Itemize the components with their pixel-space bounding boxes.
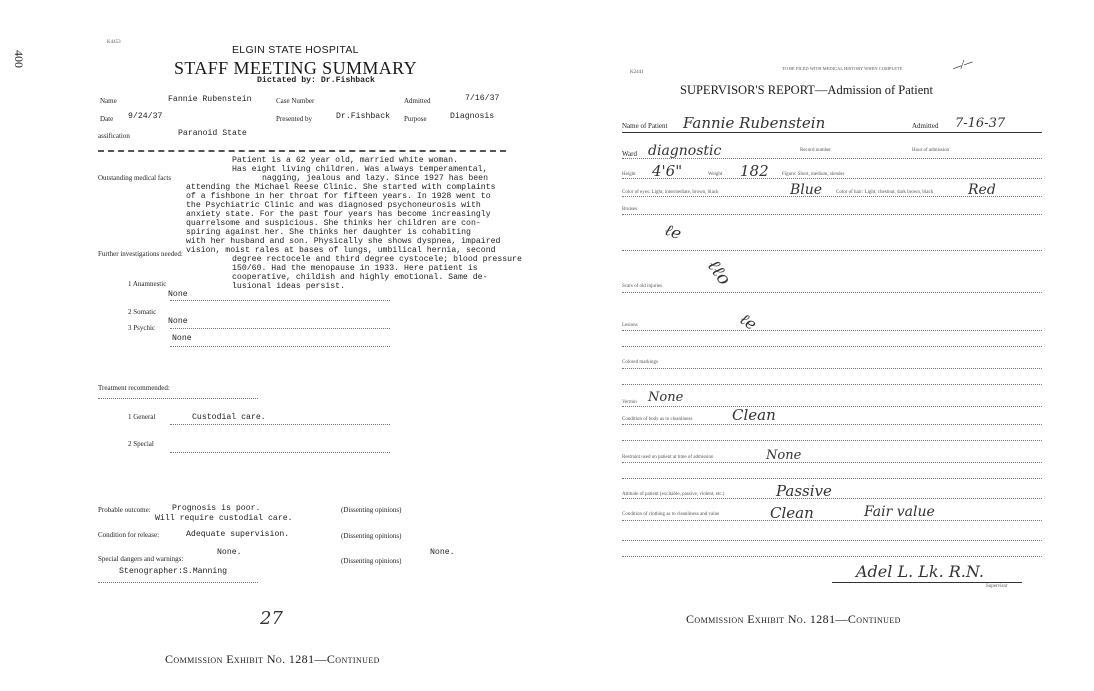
facts-line: Patient is a 62 year old, married white woman. <box>232 156 459 165</box>
form-rule <box>170 346 390 347</box>
facts-line: vision, moist rales at bases of lungs, umbilical hernia, second <box>186 246 496 255</box>
form-rule <box>170 424 390 425</box>
attitude-label: Attitude of patient (excitable, passive, violent, etc.) <box>622 492 725 497</box>
name-underline <box>622 132 1042 133</box>
anamnestic-label: 1 Anamnestic <box>128 280 167 288</box>
special-label: 2 Special <box>128 440 154 448</box>
dangers-label: Special dangers and warnings: <box>98 555 184 563</box>
page-number: 400 <box>12 50 26 68</box>
medical-facts-label: Outstanding medical facts <box>98 174 172 182</box>
form-rule <box>98 398 258 399</box>
psychic-label: 3 Psychic <box>128 324 156 332</box>
classification-label: assification <box>98 132 130 140</box>
facts-line: Has eight living children. Was always temperamental, <box>232 165 488 174</box>
anamnestic-value: None <box>168 290 188 299</box>
admitted-date: 7/16/37 <box>465 94 500 103</box>
presented-label: Presented by <box>276 115 312 123</box>
form-rule <box>622 214 1042 215</box>
form-code: K4453 <box>107 40 121 45</box>
handwritten-page-number: 27 <box>260 608 283 629</box>
purpose-value: Diagnosis <box>450 112 495 121</box>
release-value: Adequate supervision. <box>186 530 290 539</box>
treatment-label: Treatment recommended: <box>98 384 170 392</box>
eye-color-label: Color of eyes: Light, intermediate, brown, black <box>622 190 719 195</box>
clothing-value-handwritten: Fair value <box>864 504 935 520</box>
scars-label: Scars of old injuries <box>622 284 663 289</box>
scribble-mark: ℓe <box>662 219 685 244</box>
clothing-label: Condition of clothing as to cleanliness and value <box>622 512 720 517</box>
case-number-label: Case Number <box>276 97 315 105</box>
form-rule <box>622 556 1042 557</box>
exhibit-caption: Commission Exhibit No. 1281—Continued <box>165 652 380 666</box>
patient-name-label: Name of Patient <box>622 122 668 130</box>
document-title: STAFF MEETING SUMMARY <box>174 58 417 78</box>
eye-color-handwritten: Blue <box>790 182 823 198</box>
form-rule <box>622 440 1042 441</box>
dissent-none: None. <box>430 548 455 557</box>
form-rule <box>622 424 1042 425</box>
vermin-label: Vermin <box>622 400 637 405</box>
admitted-handwritten: 7-16-37 <box>955 116 1006 131</box>
presented-by: Dr.Fishback <box>336 112 391 121</box>
form-rule <box>622 478 1042 479</box>
report-title: SUPERVISOR'S REPORT—Admission of Patient <box>680 83 933 97</box>
further-investigations-label: Further investigations needed: <box>98 250 183 258</box>
stenographer: Stenographer:S.Manning <box>119 567 228 576</box>
form-rule <box>622 292 1042 293</box>
form-rule <box>622 158 1042 159</box>
form-rule <box>622 346 1042 347</box>
scribble-mark: ℓℓo <box>702 255 735 290</box>
hour-admission-label: Hour of admission <box>912 148 950 153</box>
somatic-label: 2 Somatic <box>128 308 157 316</box>
colored-markings-label: Colored markings <box>622 360 658 365</box>
dissenting-label: (Dissenting opinions) <box>341 557 402 565</box>
facts-line: lusional ideas persist. <box>232 282 346 291</box>
patient-name: Fannie Rubenstein <box>168 95 252 104</box>
form-rule <box>622 178 1042 179</box>
form-rule <box>622 540 1042 541</box>
date-label: Date <box>100 115 114 123</box>
facts-line: degree rectocele and third degree cystocele; blood pressure <box>232 255 522 264</box>
somatic-value: None <box>168 317 188 326</box>
form-rule <box>98 582 258 583</box>
record-number-label: Record number <box>800 148 831 153</box>
form-code: K2441 <box>630 70 644 75</box>
general-value: Custodial care. <box>192 413 266 422</box>
outcome-label: Probable outcome: <box>98 506 151 514</box>
figure-label: Figure: Short, medium, slender <box>782 172 845 177</box>
form-rule <box>622 250 1042 251</box>
attitude-handwritten: Passive <box>776 482 832 500</box>
restraint-label: Restraint used on patient at time of admission <box>622 455 714 460</box>
facts-line: nagging, jealous and lazy. Since 1927 has been <box>262 174 489 183</box>
bruises-label: Bruises <box>622 207 637 212</box>
filing-note: TO BE FILED WITH MEDICAL HISTORY WHEN COMPLETE <box>782 66 903 71</box>
form-rule <box>170 300 390 301</box>
dash-mark: —⁄— <box>950 56 975 75</box>
facts-line: of a fishbone in her throat for fifteen years. In 1928 went to <box>186 192 491 201</box>
ward-handwritten: diagnostic <box>648 143 722 159</box>
facts-line: with her husband and son. Physically she shows dyspnea, impaired <box>186 237 501 246</box>
hospital-name: ELGIN STATE HOSPITAL <box>232 44 359 56</box>
body-cleanliness-handwritten: Clean <box>732 406 776 424</box>
weight-label: Weight <box>708 172 723 177</box>
body-cleanliness-label: Condition of body as to cleanliness <box>622 417 693 422</box>
form-rule <box>622 498 1042 499</box>
signature-line <box>832 582 1022 583</box>
facts-line: the Psychiatric Clinic and was diagnosed psychoneurosis with <box>186 201 481 210</box>
outcome-value-1: Prognosis is poor. <box>172 504 261 513</box>
supervisor-label: Supervisor <box>986 584 1008 589</box>
outcome-value-2: Will require custodial care. <box>155 514 293 523</box>
scribble-mark: ℓe <box>736 309 761 335</box>
form-rule <box>170 452 390 453</box>
facts-line: 150/60. Had the menopause in 1933. Here patient is <box>232 264 478 273</box>
general-label: 1 General <box>128 413 156 421</box>
form-rule <box>170 328 390 329</box>
admitted-label: Admitted <box>912 122 939 130</box>
dissenting-label: (Dissenting opinions) <box>341 506 402 514</box>
dangers-value: None. <box>217 548 242 557</box>
form-rule <box>622 462 1042 463</box>
name-label: Name <box>100 97 117 105</box>
exhibit-caption: Commission Exhibit No. 1281—Continued <box>686 612 901 626</box>
facts-line: attending the Michael Reese Clinic. She started with complaints <box>186 183 496 192</box>
facts-line: spiring against her. She thinks her daughter is cohabiting <box>186 228 471 237</box>
psychic-value: None <box>172 334 192 343</box>
classification-value: Paranoid State <box>178 129 247 138</box>
facts-line: anxiety state. For the past four years has become increasingly <box>186 210 491 219</box>
ward-label: Ward <box>622 150 637 158</box>
dissenting-label: (Dissenting opinions) <box>341 532 402 540</box>
weight-handwritten: 182 <box>740 162 769 180</box>
meeting-date: 9/24/37 <box>128 112 163 121</box>
hair-color-handwritten: Red <box>968 182 996 198</box>
restraint-handwritten: None <box>766 448 802 463</box>
vermin-handwritten: None <box>648 390 684 405</box>
form-rule <box>622 196 1042 197</box>
form-rule <box>622 406 1042 407</box>
form-rule <box>622 520 1042 521</box>
purpose-label: Purpose <box>404 115 427 123</box>
supervisor-signature: Adel L. Lk. R.N. <box>856 562 984 581</box>
form-rule <box>622 368 1042 369</box>
form-rule <box>622 330 1042 331</box>
facts-line: quarrelsome and suspicious. She thinks her children are con- <box>186 219 481 228</box>
release-label: Condition for release: <box>98 531 160 539</box>
height-label: Height <box>622 172 636 177</box>
patient-name-handwritten: Fannie Rubenstein <box>683 114 826 132</box>
header-rule <box>98 150 506 152</box>
form-rule <box>622 384 1042 385</box>
height-handwritten: 4'6" <box>652 162 683 180</box>
facts-line: cooperative, childish and highly emotional. Same de- <box>232 273 488 282</box>
hair-color-label: Color of hair: Light, chestnut, dark brown, black <box>836 190 934 195</box>
admitted-label: Admitted <box>404 97 431 105</box>
lesions-label: Lesions <box>622 323 638 328</box>
clothing-handwritten: Clean <box>770 504 814 522</box>
dictated-by: Dictated by: Dr.Fishback <box>257 76 375 85</box>
